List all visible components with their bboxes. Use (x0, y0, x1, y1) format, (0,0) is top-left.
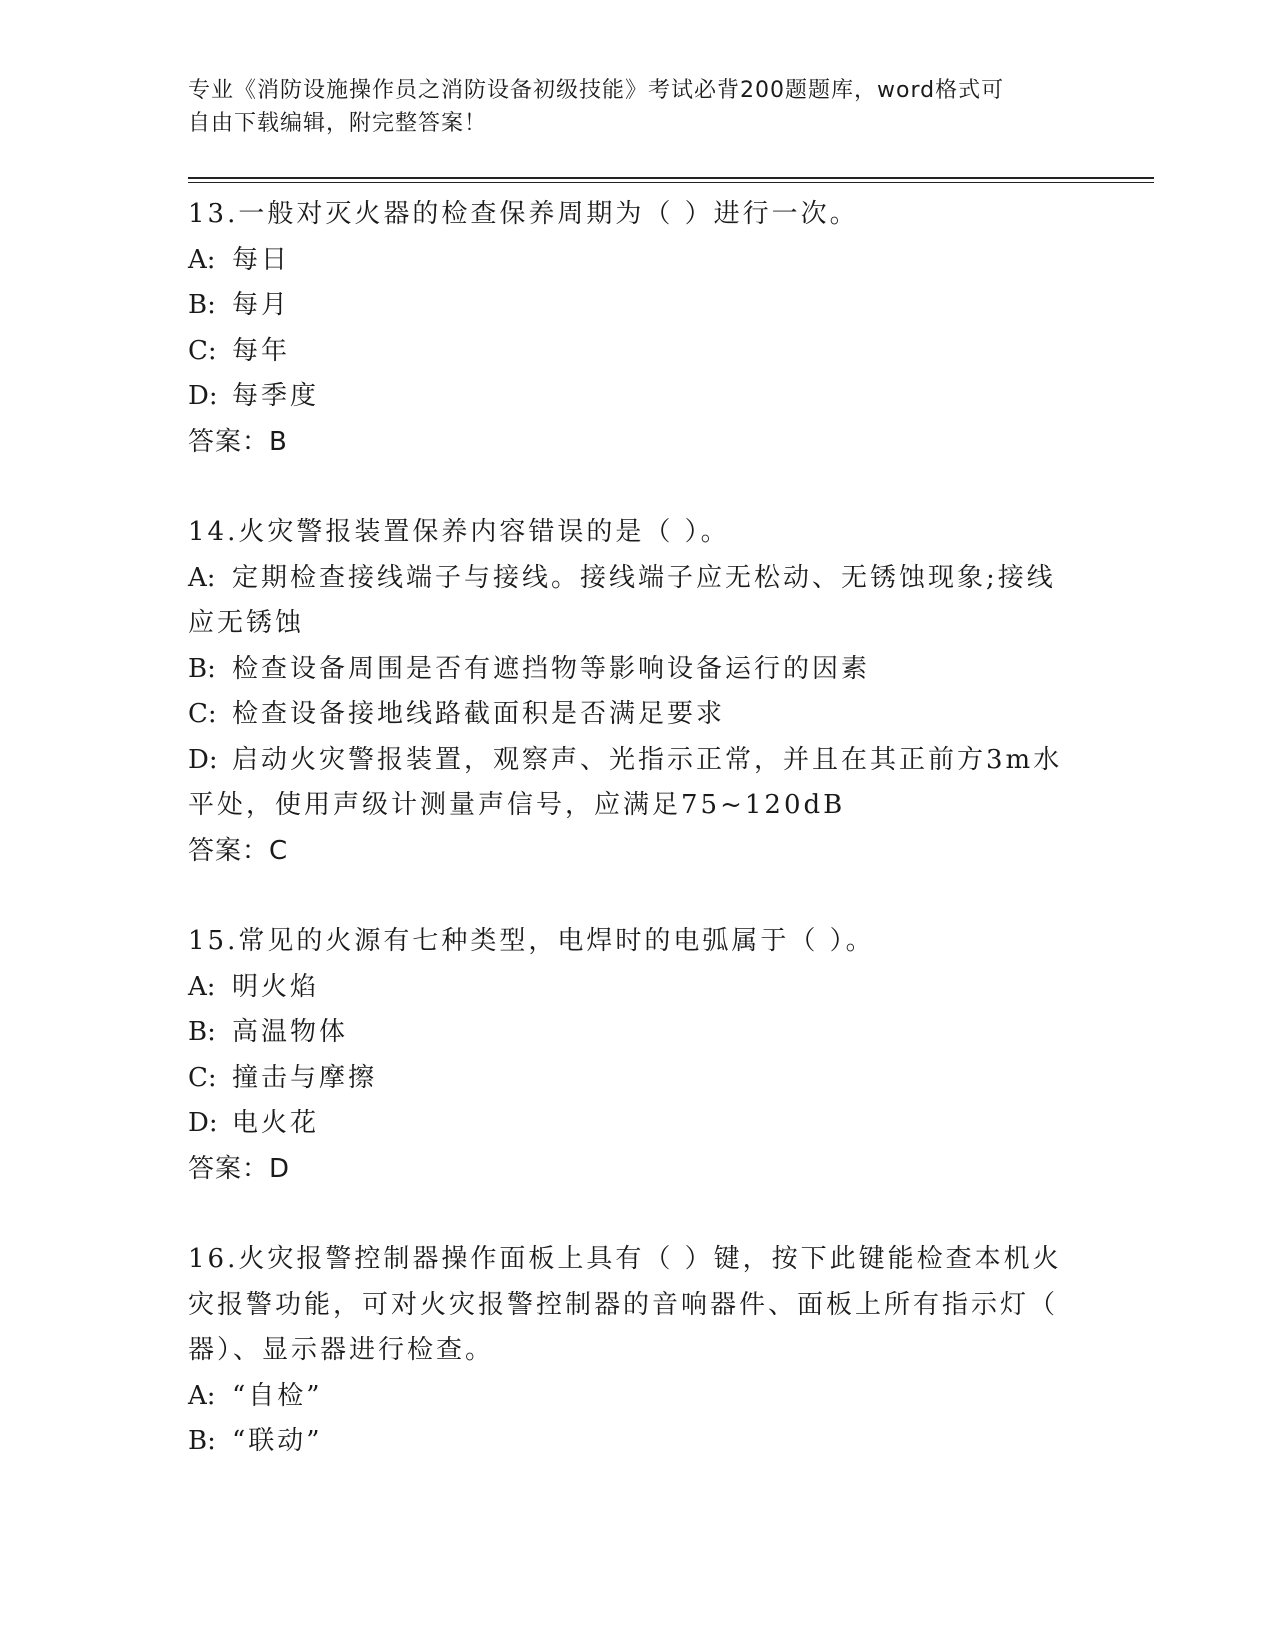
option-letter: A: (188, 244, 216, 275)
answer-key: 答案：C (188, 835, 289, 866)
option-letter: D: (188, 1108, 218, 1138)
option-text: 每季度 (232, 381, 320, 411)
answer-option (188, 329, 1078, 375)
option-text: 平处，使用声级计测量声信号，应满足75~120dB (188, 790, 846, 820)
option-letter: B: (188, 290, 216, 320)
option-letter: B: (188, 1017, 216, 1047)
option-text: “自检” (232, 1380, 323, 1411)
question-list (188, 192, 1078, 1510)
option-letter: A: (188, 562, 216, 593)
header-divider (188, 177, 1154, 179)
answer-option (188, 647, 1078, 693)
question-stem: 14.火灾警报装置保养内容错误的是（ ）。 (188, 517, 730, 547)
option-letter: C: (188, 699, 217, 729)
answer-option (188, 1010, 1078, 1056)
answer-option (188, 238, 1078, 284)
question-block (188, 919, 1078, 1192)
answer-option (188, 965, 1078, 1011)
option-text: 启动火灾警报装置，观察声、光指示正常，并且在其正前方3m水 (232, 744, 1063, 775)
header-line-1: 专业《消防设施操作员之消防设备初级技能》考试必背200题题库，word格式可 (188, 78, 1005, 103)
header-line-2: 自由下载编辑，附完整答案！ (188, 111, 488, 136)
option-letter: D: (188, 381, 218, 411)
answer-option (188, 1056, 1078, 1102)
option-letter: C: (188, 1062, 217, 1093)
answer-option (188, 601, 1078, 647)
answer-option (188, 374, 1078, 420)
option-letter: D: (188, 744, 218, 775)
option-letter: A: (188, 971, 216, 1002)
question-stem: 16.火灾报警控制器操作面板上具有（ ）键，按下此键能检查本机火 (188, 1244, 1062, 1274)
option-letter: B: (188, 1426, 216, 1456)
answer-option (188, 283, 1078, 329)
option-letter: C: (188, 335, 217, 366)
answer-key: 答案：D (188, 1153, 291, 1184)
option-text: 明火焰 (232, 971, 320, 1002)
option-letter: A: (188, 1380, 216, 1411)
option-text: 定期检查接线端子与接线。接线端子应无松动、无锈蚀现象;接线 (232, 562, 1056, 593)
question-stem: 13.一般对灭火器的检查保养周期为（ ）进行一次。 (188, 199, 859, 229)
option-text: 电火花 (232, 1108, 320, 1138)
option-text: 每日 (232, 244, 291, 275)
answer-key: 答案：B (188, 426, 288, 457)
question-stem: 15.常见的火源有七种类型，电焊时的电弧属于（ ）。 (188, 926, 875, 956)
header-divider-thin (188, 182, 1154, 183)
answer-option (188, 1374, 1078, 1420)
option-text: 每年 (232, 335, 291, 366)
option-text: 检查设备接地线路截面积是否满足要求 (232, 699, 726, 729)
option-text: 检查设备周围是否有遮挡物等影响设备运行的因素 (232, 653, 871, 684)
answer-option (188, 692, 1078, 738)
option-text: 应无锈蚀 (188, 608, 305, 638)
answer-option (188, 1419, 1078, 1465)
answer-option (188, 738, 1078, 784)
question-block (188, 1237, 1078, 1465)
question-stem: 器）、显示器进行检查。 (188, 1335, 495, 1365)
option-letter: B: (188, 653, 216, 684)
question-block (188, 192, 1078, 465)
option-text: “联动” (232, 1426, 323, 1456)
answer-option (188, 1101, 1078, 1147)
question-stem: 灾报警功能，可对火灾报警控制器的音响器件、面板上所有指示灯（ (188, 1289, 1059, 1320)
option-text: 高温物体 (232, 1017, 349, 1047)
option-text: 撞击与摩擦 (232, 1062, 378, 1093)
answer-option (188, 783, 1078, 829)
option-text: 每月 (232, 290, 291, 320)
document-header (188, 74, 1068, 140)
answer-option (188, 556, 1078, 602)
question-block (188, 510, 1078, 874)
